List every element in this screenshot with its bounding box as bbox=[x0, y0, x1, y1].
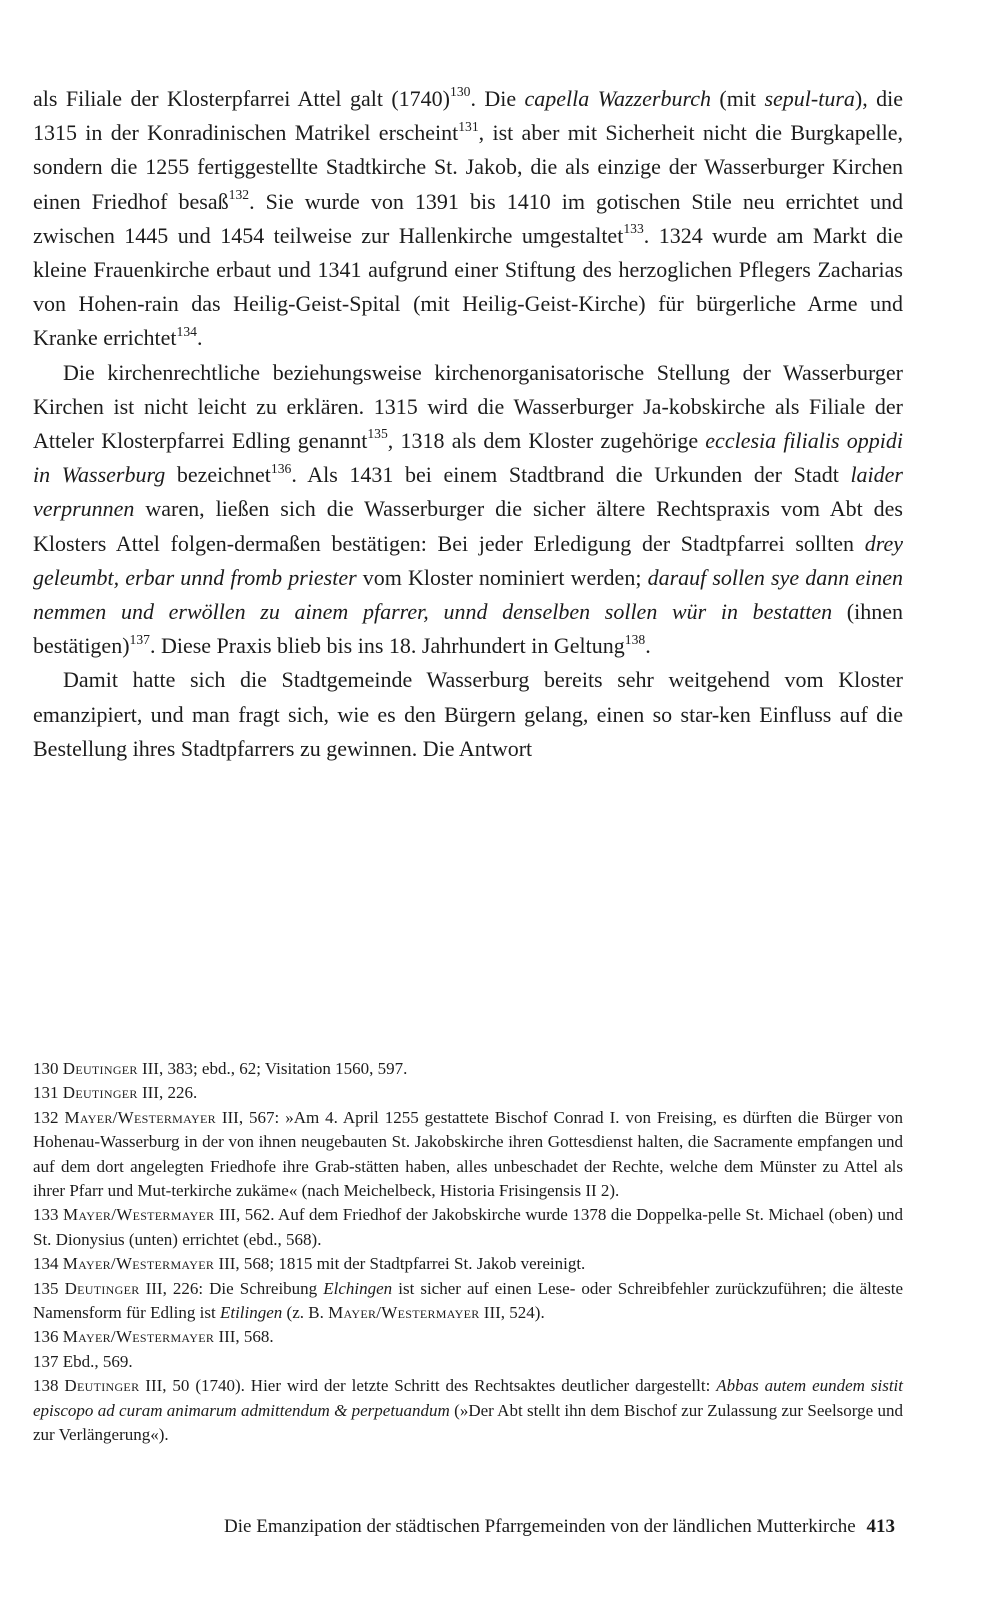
footnote bbox=[33, 1325, 903, 1349]
text-run: . Diese Praxis blieb bis ins 18. Jahrhundert in Geltung bbox=[149, 633, 625, 659]
text-run: III, 568. bbox=[214, 1327, 274, 1347]
text-run: ), die 1315 in der Konradinischen Matrikel erscheint bbox=[33, 86, 904, 146]
text-run: III, 383; ebd., 62; Visitation 1560, 597. bbox=[137, 1059, 408, 1078]
text-run: 131 bbox=[33, 1083, 63, 1103]
footnote-ref: 133 bbox=[623, 221, 644, 237]
footnote-ref: 131 bbox=[458, 118, 479, 134]
italic-text: Elchingen bbox=[323, 1278, 393, 1298]
italic-text: darauf sollen sye dann einen nemmen und erwöllen zu ainem pfarrer, unnd denselben sollen wür in bestatten bbox=[33, 564, 903, 625]
text-run: 135 bbox=[33, 1278, 65, 1298]
italic-text: Abbas autem eundem sistit episcopo ad curam animarum admittendum & perpetuandum bbox=[33, 1376, 903, 1420]
text-run: als Filiale der Klosterpfarrei Attel galt (1740) bbox=[33, 86, 450, 111]
author-name: Mayer/Westermayer bbox=[62, 1254, 215, 1274]
text-run: III, 568; 1815 mit der Stadtpfarrei St. Jakob vereinigt. bbox=[214, 1254, 586, 1274]
author-name: Deutinger bbox=[62, 1059, 138, 1078]
footnote bbox=[33, 1203, 903, 1252]
text-run: III, 226: Die Schreibung bbox=[139, 1278, 324, 1298]
italic-text: drey geleumbt, erbar unnd fromb priester bbox=[33, 530, 903, 590]
author-name: Deutinger bbox=[62, 1083, 138, 1103]
text-run: (z. B. bbox=[282, 1303, 329, 1323]
text-run: 138 bbox=[33, 1376, 65, 1396]
author-name: Mayer/Westermayer bbox=[328, 1303, 480, 1323]
text-run: . 1324 wurde am Markt die kleine Frauenkirche erbaut und 1341 aufgrund einer Stiftung des herzoglichen Pflegers Zacharias von Hohen-rain das Heilig-Geist-Spital (mit Heilig-Geist-Kirche) für bürgerliche Arme und Kranke errichtet bbox=[33, 222, 903, 351]
footnote-ref: 136 bbox=[270, 460, 292, 476]
footnote-ref: 130 bbox=[450, 84, 471, 100]
author-name: Mayer/Westermayer bbox=[63, 1205, 215, 1225]
text-run: . Sie wurde von 1391 bis 1410 im gotischen Stile neu errichtet und zwischen 1445 und 1454 teilweise zur Hallenkirche umgestaltet bbox=[33, 188, 903, 248]
text-run: 130 bbox=[33, 1059, 63, 1078]
text-run: , 1318 als dem Kloster zugehörige bbox=[387, 428, 706, 454]
footnote bbox=[33, 1081, 903, 1105]
text-run: 133 bbox=[33, 1205, 64, 1225]
author-name: Mayer/Westermayer bbox=[64, 1107, 216, 1127]
page-number: 413 bbox=[866, 1516, 895, 1537]
text-run: 134 bbox=[33, 1254, 63, 1274]
text-run: III, 50 (1740). Hier wird der letzte Schritt des Rechtsaktes deutlicher dargestellt: bbox=[139, 1376, 717, 1396]
text-run: vom Kloster nominiert werden; bbox=[356, 564, 648, 590]
text-run: . Die bbox=[470, 86, 525, 111]
paragraph bbox=[33, 356, 903, 664]
text-run: bezeichnet bbox=[165, 462, 271, 488]
text-run: III, 524). bbox=[479, 1303, 545, 1323]
text-run: . bbox=[196, 325, 203, 351]
footnote-ref: 132 bbox=[228, 186, 250, 202]
italic-text: ecclesia filialis oppidi in Wasserburg bbox=[33, 428, 903, 488]
paragraph bbox=[33, 82, 903, 356]
text-run: (ihnen bestätigen) bbox=[33, 599, 903, 659]
text-run: III, 562. Auf dem Friedhof der Jakobskirche wurde 1378 die Doppelka-pelle St. Michael (oben) und St. Dionysius (unten) errichtet (ebd., 568). bbox=[33, 1205, 903, 1249]
running-footer bbox=[33, 1516, 895, 1538]
footnote-ref: 137 bbox=[129, 631, 150, 647]
text-run: , ist aber mit Sicherheit nicht die Burgkapelle, sondern die 1255 fertiggestellte Stadtkirche St. Jakob, die als einzige der Wasserburger Kirchen einen Friedhof besaß bbox=[33, 120, 903, 214]
italic-text: sepul-tura bbox=[764, 86, 855, 111]
running-title: Die Emanzipation der städtischen Pfarrgemeinden von der ländlichen Mutterkirche bbox=[224, 1516, 856, 1537]
italic-text: capella Wazzerburch bbox=[524, 86, 711, 111]
footnote-ref: 135 bbox=[367, 426, 388, 442]
text-run: 137 Ebd., 569. bbox=[33, 1351, 133, 1371]
footnote bbox=[33, 1106, 903, 1204]
footnotes bbox=[33, 1057, 903, 1448]
footnote bbox=[33, 1350, 903, 1374]
footnote-ref: 138 bbox=[624, 631, 646, 647]
text-run: 132 bbox=[33, 1107, 65, 1127]
author-name: Mayer/Westermayer bbox=[62, 1327, 215, 1347]
text-run: Die kirchenrechtliche beziehungsweise kirchenorganisatorische Stellung der Wasserburger Kirchen ist nicht leicht zu erklären. 1315 wird die Wasserburger Ja-kobskirche als Filiale der Atteler Klosterpfarrei Edling genannt bbox=[33, 359, 903, 454]
paragraph bbox=[33, 663, 903, 766]
text-run: ist sicher auf einen Lese- oder Schreibfehler zurückzuführen; die älteste Namensform für Edling ist bbox=[33, 1278, 904, 1323]
text-run: (»Der Abt stellt ihn dem Bischof zur Zulassung zur Seelsorge und zur Verlängerung«). bbox=[33, 1400, 903, 1445]
text-run: (mit bbox=[710, 86, 765, 111]
text-run: III, 226. bbox=[137, 1083, 198, 1103]
footnote bbox=[33, 1277, 903, 1326]
text-run: . bbox=[645, 633, 651, 659]
text-run: Damit hatte sich die Stadtgemeinde Wasserburg bereits sehr weitgehend vom Kloster emanzipiert, und man fragt sich, wie es den Bürgern gelang, einen so star-ken Einfluss auf die Bestellung ihres Stadtpfarrers zu gewinnen. Die Antwort bbox=[33, 667, 903, 761]
author-name: Deutinger bbox=[64, 1376, 140, 1396]
author-name: Deutinger bbox=[64, 1278, 140, 1298]
italic-text: laider verprunnen bbox=[33, 462, 903, 522]
footnote bbox=[33, 1252, 903, 1276]
main-text bbox=[33, 82, 903, 766]
text-run: 136 bbox=[33, 1327, 63, 1347]
text-run: . Als 1431 bei einem Stadtbrand die Urkunden der Stadt bbox=[291, 462, 851, 488]
text-run: III, 567: »Am 4. April 1255 gestattete Bischof Conrad I. von Freising, es dürften die Bürger von Hohenau-Wasserburg in der von ihnen neugebauten St. Jakobskirche ihren Gottesdienst halten, die Sacramente empfangen und auf dem dort angelegten Friedhofe ihre Grab-stätten haben, alles unbeschadet der Rechte, welche dem Münster zu Attel als ihrer Pfarr und Mut-terkirche zukäme« (nach Meichelbeck, Historia Frisingensis II 2). bbox=[33, 1107, 904, 1201]
footnote-ref: 134 bbox=[176, 323, 197, 339]
footnote bbox=[33, 1057, 903, 1081]
footnote bbox=[33, 1374, 903, 1447]
text-run: waren, ließen sich die Wasserburger die sicher ältere Rechtspraxis vom Abt des Klosters Attel folgen-dermaßen bestätigen: Bei jeder Erledigung der Stadtpfarrei sollten bbox=[33, 496, 903, 556]
italic-text: Etilingen bbox=[219, 1303, 283, 1323]
